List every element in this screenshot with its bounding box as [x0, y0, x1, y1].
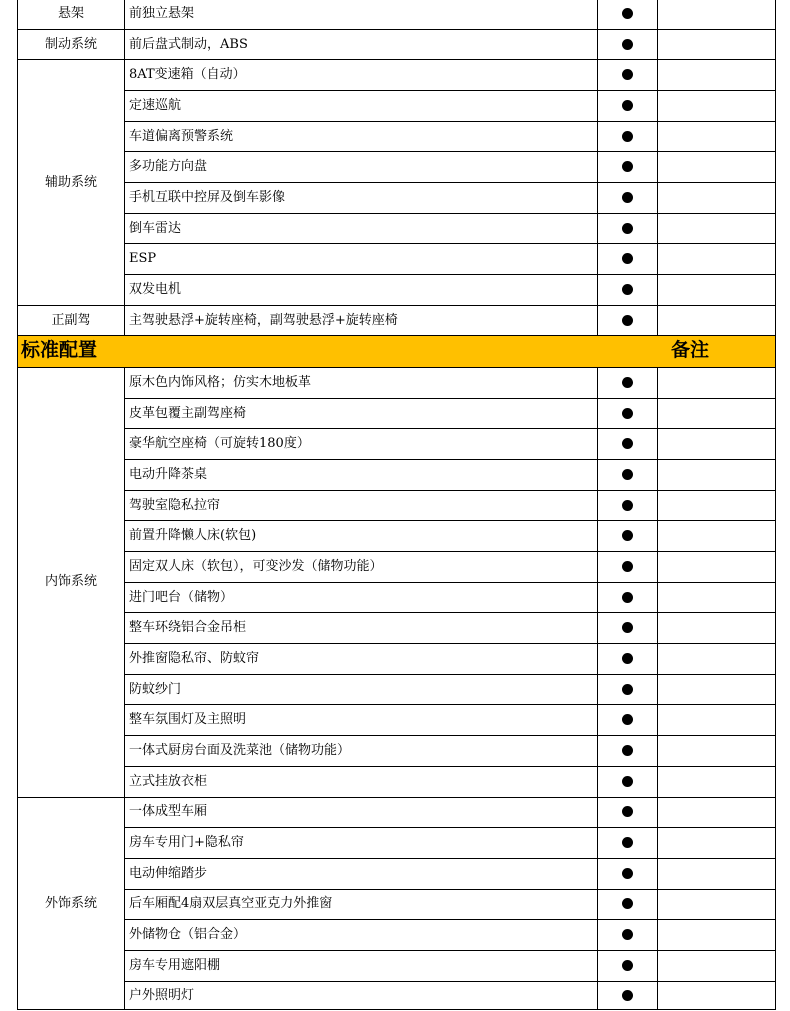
standard-mark	[622, 408, 633, 419]
item-name: 手机互联中控屏及倒车影像	[129, 189, 286, 205]
category-label: 制动系统	[44, 36, 97, 52]
item-name: 前后盘式制动，ABS	[129, 36, 248, 52]
remark-cell	[658, 643, 775, 674]
item-name: 外储物仓（铝合金）	[129, 927, 247, 943]
standard-mark	[622, 837, 633, 848]
item-name: 豪华航空座椅（可旋转180度）	[129, 436, 310, 452]
remark-cell	[658, 827, 775, 858]
item-name: 倒车雷达	[129, 220, 182, 236]
item-name: 固定双人床（软包），可变沙发（储物功能）	[129, 558, 383, 574]
standard-mark	[622, 653, 633, 664]
remark-cell	[658, 213, 775, 244]
remark-cell	[658, 551, 775, 582]
item-name: 驾驶室隐私拉帘	[129, 497, 221, 513]
standard-mark	[622, 806, 633, 817]
remark-cell	[658, 950, 775, 981]
remark-cell	[658, 182, 775, 213]
remark-cell	[658, 59, 775, 90]
standard-mark	[622, 192, 633, 203]
item-name: 后车厢配4扇双层真空亚克力外推窗	[129, 896, 333, 912]
standard-mark	[622, 990, 633, 1001]
grid-vline	[597, 367, 598, 1010]
remark-cell	[658, 858, 775, 889]
standard-mark	[622, 131, 633, 142]
remark-cell	[658, 459, 775, 490]
remark-cell	[658, 674, 775, 705]
standard-mark	[622, 253, 633, 264]
standard-mark	[622, 469, 633, 480]
standard-mark	[622, 377, 633, 388]
remark-cell	[658, 582, 775, 613]
standard-mark	[622, 223, 633, 234]
category-label: 外饰系统	[44, 896, 97, 912]
item-name: 立式挂放衣柜	[129, 773, 208, 789]
remark-cell	[658, 766, 775, 797]
standard-mark	[622, 929, 633, 940]
category-label: 正副驾	[51, 312, 91, 328]
item-name: 车道偏离预警系统	[129, 128, 234, 144]
grid-vline	[17, 335, 18, 367]
remark-cell	[658, 797, 775, 828]
standard-mark	[622, 592, 633, 603]
standard-mark	[622, 100, 633, 111]
standard-mark	[622, 684, 633, 695]
item-name: 定速巡航	[129, 97, 182, 113]
item-name: 户外照明灯	[129, 988, 195, 1004]
standard-mark	[622, 284, 633, 295]
standard-mark	[622, 69, 633, 80]
item-name: ESP	[129, 251, 157, 267]
remark-cell	[658, 305, 775, 336]
standard-mark	[622, 561, 633, 572]
item-name: 双发电机	[129, 281, 182, 297]
item-name: 皮革包覆主副驾座椅	[129, 405, 247, 421]
item-name: 一体成型车厢	[129, 804, 208, 820]
standard-mark	[622, 8, 633, 19]
remark-cell	[658, 29, 775, 60]
grid-vline	[775, 335, 776, 367]
remark-cell	[658, 367, 775, 398]
item-name: 原木色内饰风格；仿实木地板革	[129, 374, 312, 390]
standard-mark	[622, 714, 633, 725]
remark-cell	[658, 490, 775, 521]
item-name: 前置升降懒人床(软包)	[129, 528, 257, 544]
standard-mark	[622, 438, 633, 449]
remark-cell	[658, 704, 775, 735]
remark-cell	[658, 919, 775, 950]
item-name: 外推窗隐私帘、防蚊帘	[129, 650, 260, 666]
remark-cell	[658, 398, 775, 429]
remark-cell	[658, 981, 775, 1011]
grid-vline	[597, 0, 598, 335]
standard-mark	[622, 960, 633, 971]
remark-cell	[658, 90, 775, 121]
item-name: 进门吧台（储物）	[129, 589, 234, 605]
remark-cell	[658, 0, 775, 29]
remark-cell	[658, 274, 775, 305]
item-name: 防蚊纱门	[129, 681, 182, 697]
item-name: 整车环绕铝合金吊柜	[129, 620, 247, 636]
remark-cell	[658, 520, 775, 551]
category-label: 辅助系统	[44, 174, 97, 190]
item-name: 一体式厨房台面及洗菜池（储物功能）	[129, 742, 351, 758]
item-name: 主驾驶悬浮+旋转座椅，副驾驶悬浮+旋转座椅	[129, 312, 398, 328]
grid-hline	[17, 335, 776, 336]
item-name: 多功能方向盘	[129, 159, 208, 175]
remark-cell	[658, 243, 775, 274]
standard-mark	[622, 898, 633, 909]
item-name: 房车专用遮阳棚	[129, 957, 221, 973]
grid-vline	[775, 367, 776, 1010]
standard-mark	[622, 530, 633, 541]
item-name: 房车专用门+隐私帘	[129, 835, 244, 851]
item-name: 前独立悬架	[129, 5, 195, 21]
standard-mark	[622, 161, 633, 172]
standard-mark	[622, 315, 633, 326]
item-name: 电动升降茶桌	[129, 466, 208, 482]
remark-cell	[658, 151, 775, 182]
item-name: 8AT变速箱（自动）	[129, 67, 246, 83]
item-name: 整车氛围灯及主照明	[129, 712, 247, 728]
banner-remark: 备注	[671, 339, 710, 361]
standard-mark	[622, 500, 633, 511]
grid-hline	[17, 367, 776, 368]
grid-vline	[775, 0, 776, 335]
banner-title: 标准配置	[21, 339, 98, 361]
standard-mark	[622, 745, 633, 756]
standard-mark	[622, 776, 633, 787]
remark-cell	[658, 612, 775, 643]
remark-cell	[658, 121, 775, 152]
item-name: 电动伸缩踏步	[129, 865, 208, 881]
remark-cell	[658, 735, 775, 766]
standard-mark	[622, 39, 633, 50]
category-label: 内饰系统	[44, 574, 97, 590]
standard-mark	[622, 868, 633, 879]
standard-config-banner	[17, 335, 775, 367]
category-label: 悬架	[57, 5, 84, 21]
remark-cell	[658, 428, 775, 459]
standard-mark	[622, 622, 633, 633]
remark-cell	[658, 889, 775, 920]
